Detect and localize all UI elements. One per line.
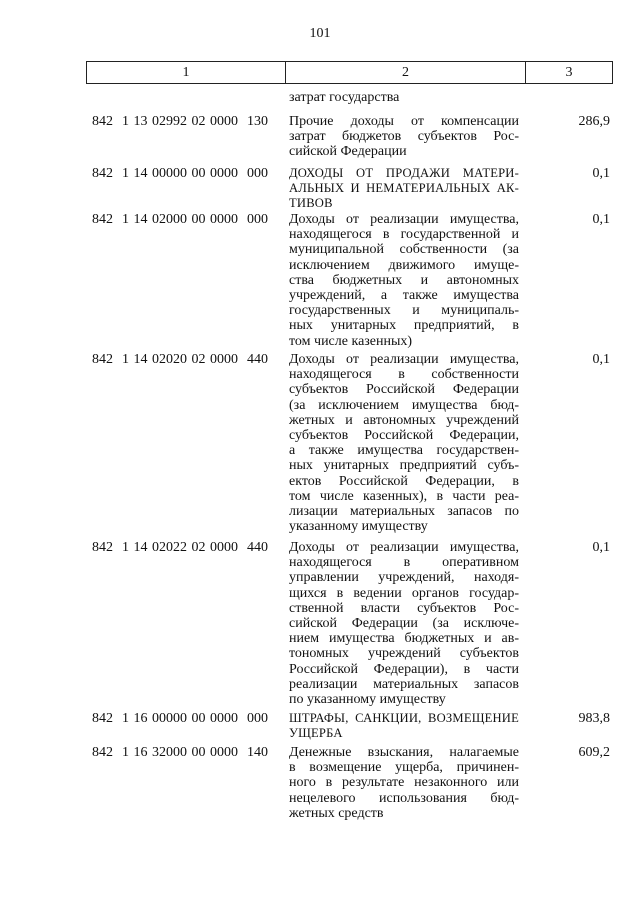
amount: 0,1	[592, 352, 610, 367]
budget-code: 842 1 14 02022 02 0000 440	[92, 540, 268, 555]
description-line: реализации материальных запасов	[289, 676, 519, 692]
amount: 286,9	[578, 114, 610, 129]
header-col-3: 3	[565, 64, 573, 80]
continuation-text: затрат государства	[289, 90, 400, 105]
amount: 0,1	[592, 212, 610, 227]
description-line: субъектов Российской Федерации	[289, 382, 519, 398]
budget-code: 842 1 14 02020 02 0000 440	[92, 352, 268, 367]
row-description	[289, 540, 519, 707]
description-line: муниципальной собственности (за	[289, 242, 519, 258]
amount: 0,1	[592, 166, 610, 181]
budget-code: 842 1 16 00000 00 0000 000	[92, 711, 268, 726]
description-line: ДОХОДЫ ОТ ПРОДАЖИ МАТЕРИ-	[289, 166, 519, 180]
description-line: государственных и муниципаль-	[289, 303, 519, 319]
budget-code: 842 1 14 02000 00 0000 000	[92, 212, 268, 227]
description-line: управлении учреждений, находя-	[289, 570, 519, 586]
description-line: ного в результате незаконного или	[289, 775, 519, 791]
description-line: находящегося в государственной и	[289, 227, 519, 243]
amount: 0,1	[592, 540, 610, 555]
description-line: ных унитарных предприятий, в	[289, 318, 519, 334]
description-line: Денежные взыскания, налагаемые	[289, 745, 519, 760]
row-description	[289, 352, 519, 534]
description-line: сийской Федерации (за исключе-	[289, 616, 519, 632]
budget-code: 842 1 16 32000 00 0000 140	[92, 745, 268, 760]
header-col-2: 2	[286, 62, 526, 83]
description-line: исключением движимого имуще-	[289, 257, 519, 273]
description-line: ства бюджетных и автономных	[289, 272, 519, 288]
description-line: жетных средств	[289, 805, 384, 821]
row-description	[289, 114, 519, 160]
budget-code: 842 1 14 00000 00 0000 000	[92, 166, 268, 181]
description-line: нецелевого использования бюд-	[289, 790, 519, 806]
description-line: том числе казенных)	[289, 333, 413, 349]
description-line: по указанному имуществу	[289, 692, 446, 708]
description-line: ШТРАФЫ, САНКЦИИ, ВОЗМЕЩЕНИЕ	[289, 711, 519, 725]
description-line: сийской Федерации	[289, 144, 407, 160]
row-description	[289, 212, 519, 349]
description-line: находящегося в оперативном	[289, 555, 519, 571]
description-line: (за исключением имущества бюд-	[289, 397, 519, 413]
description-line: Прочие доходы от компенсации	[289, 114, 519, 129]
header-col-1: 1	[87, 62, 286, 83]
description-line: Доходы от реализации имущества,	[289, 212, 519, 227]
amount: 609,2	[578, 745, 610, 760]
description-line: лизации материальных запасов по	[289, 504, 519, 520]
description-line: АЛЬНЫХ И НЕМАТЕРИАЛЬНЫХ АК-	[289, 181, 519, 196]
page-number: 101	[309, 26, 331, 41]
description-line: ных унитарных предприятий субъ-	[289, 458, 519, 474]
description-line: щихся в ведении органов государ-	[289, 585, 519, 601]
description-line: затрат бюджетов субъектов Рос-	[289, 129, 519, 145]
description-line: а также имущества государствен-	[289, 443, 519, 459]
description-line: субъектов Российской Федерации,	[289, 428, 519, 444]
description-line: Доходы от реализации имущества,	[289, 540, 519, 555]
description-line: ственной власти субъектов Рос-	[289, 600, 519, 616]
row-description	[289, 711, 519, 741]
description-line: нием имущества бюджетных и ав-	[289, 631, 519, 647]
description-line: ТИВОВ	[289, 196, 333, 211]
budget-code: 842 1 13 02992 02 0000 130	[92, 114, 268, 129]
description-line: Российской Федерации), в части	[289, 661, 519, 677]
amount: 983,8	[578, 711, 610, 726]
description-line: том числе казенных), в части реа-	[289, 488, 519, 504]
description-line: учреждений, а также имущества	[289, 288, 519, 304]
description-line: тономных учреждений субъектов	[289, 646, 519, 662]
description-line: в возмещение ущерба, причинен-	[289, 760, 519, 776]
description-line: жетных и автономных учреждений	[289, 412, 519, 428]
description-line: Доходы от реализации имущества,	[289, 352, 519, 367]
table-header	[86, 61, 613, 84]
row-description	[289, 745, 519, 821]
row-description	[289, 166, 519, 212]
description-line: находящегося в собственности	[289, 367, 519, 383]
description-line: УЩЕРБА	[289, 726, 343, 741]
description-line: указанному имуществу	[289, 519, 428, 535]
description-line: ектов Российской Федерации, в	[289, 473, 519, 489]
